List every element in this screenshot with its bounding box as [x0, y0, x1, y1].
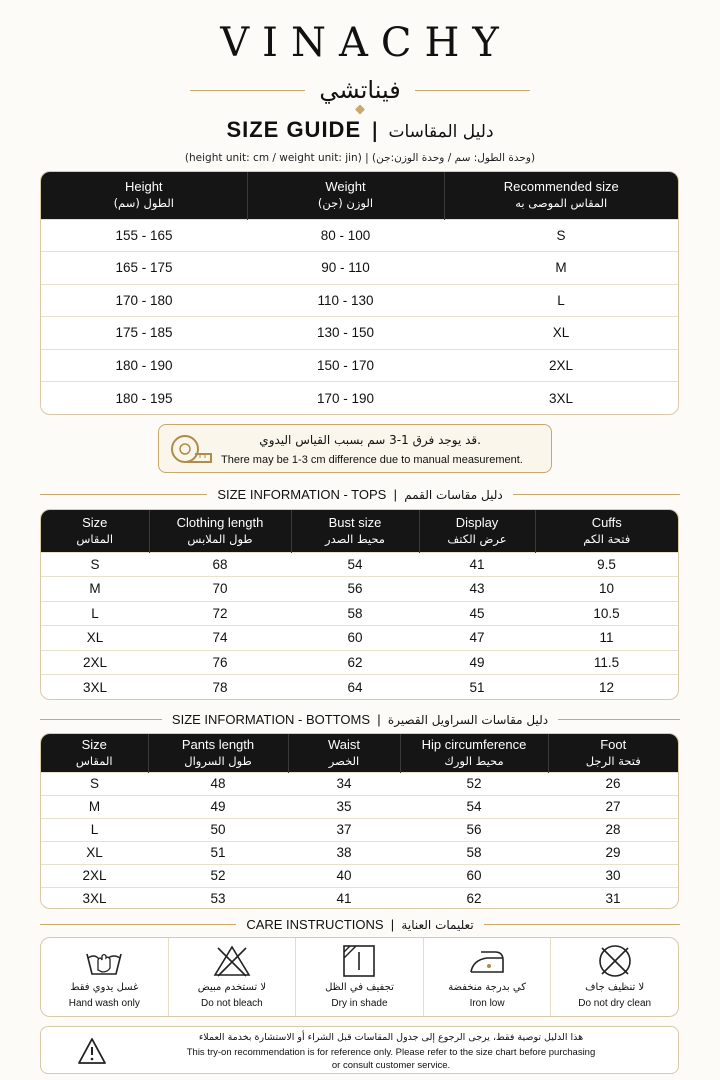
care-label-arabic: لا تستخدم مبيض — [197, 982, 267, 993]
no-dry-clean-icon — [595, 944, 635, 978]
brand-name: VINACHY — [220, 20, 512, 66]
table-cell: 26 — [548, 772, 678, 795]
table-row — [41, 252, 678, 285]
table-cell: L — [41, 818, 148, 841]
header-english: Bust size — [328, 514, 382, 530]
table-cell: 170 - 190 — [247, 382, 444, 415]
header-arabic: فتحة الرجل — [585, 753, 641, 768]
care-label-arabic: غسل يدوي فقط — [70, 982, 139, 993]
divider — [40, 719, 162, 720]
table-cell: 60 — [291, 626, 419, 651]
tops-heading-english: SIZE INFORMATION - TOPS — [217, 486, 387, 502]
table-cell: 3XL — [41, 887, 148, 909]
table-cell: 34 — [288, 772, 400, 795]
bottoms-section-heading — [40, 709, 680, 729]
care-heading-separator: | — [390, 916, 395, 932]
table-cell: M — [41, 577, 149, 602]
tops-section-heading — [40, 484, 680, 504]
units-note: (height unit: cm / weight unit: jin) | (وحدة الطول: سم / وحدة الوزن:جن) — [184, 152, 536, 164]
table-cell: 64 — [291, 675, 419, 700]
table-cell: 45 — [419, 601, 535, 626]
header-english: Foot — [600, 736, 627, 752]
disclaimer-footer — [40, 1026, 679, 1074]
table-row — [41, 887, 678, 909]
care-label-english: Do not bleach — [201, 998, 263, 1009]
column-header — [548, 734, 678, 772]
dry-in-shade-icon — [339, 944, 379, 978]
table-cell: 54 — [400, 795, 548, 818]
header-english: Size — [81, 736, 107, 752]
divider — [513, 494, 680, 495]
table-cell: 180 - 195 — [41, 382, 247, 415]
table-row — [41, 841, 678, 864]
header-arabic: طول السروال — [184, 753, 252, 768]
header-arabic: المقاس — [75, 753, 113, 768]
header-english: Hip circumference — [421, 736, 527, 752]
header-english: Size — [82, 514, 108, 530]
table-cell: 47 — [419, 626, 535, 651]
table-cell: 43 — [419, 577, 535, 602]
header-arabic: محيط الورك — [444, 753, 504, 768]
disclaimer-english-line-2: or consult customer service. — [331, 1060, 451, 1071]
column-header — [419, 510, 535, 552]
care-label-arabic: تجفيف في الظل — [325, 982, 394, 993]
tape-measure-icon — [169, 432, 213, 466]
table-row — [41, 795, 678, 818]
warning-icon — [77, 1037, 107, 1065]
table-cell: 35 — [288, 795, 400, 818]
care-heading-arabic: تعليمات العناية — [401, 917, 474, 932]
care-label-english: Dry in shade — [331, 998, 388, 1009]
divider — [40, 494, 207, 495]
table-cell: 30 — [548, 864, 678, 887]
table-cell: 90 - 110 — [247, 252, 444, 285]
table-cell: 48 — [148, 772, 288, 795]
table-cell: 60 — [400, 864, 548, 887]
table-row — [41, 349, 678, 382]
table-cell: 70 — [149, 577, 291, 602]
table-row — [41, 675, 678, 700]
care-item-hand-wash — [41, 938, 169, 1016]
table-cell: 62 — [291, 650, 419, 675]
care-label-english: Iron low — [469, 998, 505, 1009]
table-cell: 62 — [400, 887, 548, 909]
table-cell: 51 — [419, 675, 535, 700]
title-english: SIZE GUIDE — [226, 117, 362, 142]
column-header — [247, 172, 444, 219]
table-row — [41, 317, 678, 350]
header-english: Pants length — [181, 736, 255, 752]
table-cell: 180 - 190 — [41, 349, 247, 382]
table-cell: 58 — [291, 601, 419, 626]
table-cell: 165 - 175 — [41, 252, 247, 285]
table-cell: XL — [41, 841, 148, 864]
table-row — [41, 284, 678, 317]
title-arabic: دليل المقاسات — [388, 122, 494, 142]
divider — [40, 924, 236, 925]
header-arabic: الوزن (جن) — [317, 196, 374, 211]
table-cell: 3XL — [444, 382, 678, 415]
table-row — [41, 650, 678, 675]
measurement-note — [158, 424, 552, 473]
header-arabic: المقاس — [76, 531, 114, 546]
table-cell: 56 — [400, 818, 548, 841]
tops-heading-separator: | — [393, 486, 397, 502]
brand-name-arabic: فيناتشي — [305, 76, 414, 104]
note-english: There may be 1-3 cm difference due to manual measurement. — [221, 454, 523, 466]
table-row — [41, 626, 678, 651]
table-cell: 2XL — [41, 864, 148, 887]
tops-heading-arabic: دليل مقاسات القمم — [404, 487, 503, 502]
header-arabic: محيط الصدر — [325, 531, 385, 546]
table-cell: 58 — [400, 841, 548, 864]
tops-size-table — [40, 509, 679, 700]
column-header — [291, 510, 419, 552]
table-cell: 12 — [535, 675, 678, 700]
column-header — [288, 734, 400, 772]
care-item-dry-shade — [296, 938, 424, 1016]
table-row — [41, 864, 678, 887]
care-item-iron-low — [424, 938, 552, 1016]
column-header — [149, 510, 291, 552]
table-cell: XL — [41, 626, 149, 651]
table-row — [41, 772, 678, 795]
table-cell: 51 — [148, 841, 288, 864]
table-cell: XL — [444, 317, 678, 350]
header-arabic: المقاس الموصى به — [515, 196, 608, 211]
table-cell: 2XL — [41, 650, 149, 675]
table-cell: 11 — [535, 626, 678, 651]
header-english: Display — [455, 514, 499, 530]
disclaimer-arabic: هذا الدليل توصية فقط، يرجى الرجوع إلى جدول المقاسات قبل الشراء أو الاستشارة بخدمة العملاء — [198, 1032, 584, 1043]
column-header — [41, 734, 148, 772]
header-english: Clothing length — [176, 514, 264, 530]
table-cell: 49 — [148, 795, 288, 818]
header-english: Cuffs — [591, 514, 622, 530]
care-instructions — [40, 937, 679, 1017]
header-english: Waist — [327, 736, 361, 752]
page-title — [0, 117, 720, 143]
bottoms-heading-separator: | — [377, 711, 381, 727]
care-label-arabic: كي بدرجة منخفضة — [448, 982, 526, 993]
table-row — [41, 219, 678, 252]
table-cell: 72 — [149, 601, 291, 626]
table-cell: 50 — [148, 818, 288, 841]
table-cell: 130 - 150 — [247, 317, 444, 350]
brand-arabic-row — [190, 72, 530, 108]
disclaimer-english-line-1: This try-on recommendation is for reference only. Please refer to the size chart before purchasing — [186, 1047, 596, 1058]
care-label-english: Hand wash only — [68, 998, 140, 1009]
header-arabic: طول الملابس — [187, 531, 253, 546]
table-cell: M — [444, 252, 678, 285]
table-cell: 31 — [548, 887, 678, 909]
table-cell: 170 - 180 — [41, 284, 247, 317]
table-cell: 29 — [548, 841, 678, 864]
table-cell: 9.5 — [535, 552, 678, 577]
table-cell: 76 — [149, 650, 291, 675]
table-cell: M — [41, 795, 148, 818]
column-header — [535, 510, 678, 552]
bottoms-heading-english: SIZE INFORMATION - BOTTOMS — [171, 711, 371, 727]
table-cell: 10.5 — [535, 601, 678, 626]
table-cell: 49 — [419, 650, 535, 675]
table-cell: 37 — [288, 818, 400, 841]
table-cell: 40 — [288, 864, 400, 887]
table-cell: 28 — [548, 818, 678, 841]
diamond-ornament-icon — [355, 105, 365, 115]
hand-wash-icon — [84, 944, 124, 978]
care-section-heading — [40, 914, 680, 934]
divider — [484, 924, 680, 925]
recommended-size-table — [40, 171, 679, 415]
table-cell: 10 — [535, 577, 678, 602]
care-heading-english: CARE INSTRUCTIONS — [246, 916, 384, 932]
table-cell: 38 — [288, 841, 400, 864]
divider — [415, 90, 530, 91]
column-header — [148, 734, 288, 772]
bottoms-size-table — [40, 733, 679, 909]
header-arabic: الطول (سم) — [113, 196, 174, 211]
table-cell: 52 — [400, 772, 548, 795]
table-cell: 3XL — [41, 675, 149, 700]
table-cell: S — [41, 552, 149, 577]
table-cell: 52 — [148, 864, 288, 887]
table-row — [41, 382, 678, 415]
care-label-arabic: لا تنظيف جاف — [585, 982, 645, 993]
table-cell: 155 - 165 — [41, 219, 247, 252]
table-cell: 56 — [291, 577, 419, 602]
table-cell: 2XL — [444, 349, 678, 382]
table-cell: 41 — [419, 552, 535, 577]
table-cell: 110 - 130 — [247, 284, 444, 317]
care-item-no-bleach — [169, 938, 297, 1016]
table-cell: 80 - 100 — [247, 219, 444, 252]
table-row — [41, 577, 678, 602]
divider — [190, 90, 305, 91]
bottoms-heading-arabic: دليل مقاسات السراويل القصيرة — [387, 712, 549, 727]
table-cell: 150 - 170 — [247, 349, 444, 382]
table-row — [41, 818, 678, 841]
table-cell: 68 — [149, 552, 291, 577]
header-english: Recommended size — [503, 179, 619, 195]
table-cell: S — [444, 219, 678, 252]
table-cell: L — [444, 284, 678, 317]
care-item-no-dry-clean — [551, 938, 678, 1016]
care-label-english: Do not dry clean — [578, 998, 652, 1009]
table-cell: 27 — [548, 795, 678, 818]
table-cell: 78 — [149, 675, 291, 700]
table-cell: S — [41, 772, 148, 795]
header-arabic: فتحة الكم — [583, 531, 631, 546]
column-header — [400, 734, 548, 772]
table-cell: 41 — [288, 887, 400, 909]
table-cell: 175 - 185 — [41, 317, 247, 350]
note-arabic: قد يوجد فرق 1-3 سم بسبب القياس اليدوي. — [259, 433, 481, 447]
header-english: Weight — [325, 179, 366, 195]
title-separator: | — [371, 118, 379, 142]
column-header — [41, 172, 247, 219]
column-header — [41, 510, 149, 552]
table-cell: 53 — [148, 887, 288, 909]
column-header — [444, 172, 678, 219]
table-cell: 11.5 — [535, 650, 678, 675]
iron-low-icon — [467, 944, 507, 978]
table-cell: 74 — [149, 626, 291, 651]
no-bleach-icon — [212, 944, 252, 978]
table-cell: 54 — [291, 552, 419, 577]
header-english: Height — [124, 179, 163, 195]
header-arabic: عرض الكتف — [447, 531, 507, 546]
divider — [558, 719, 680, 720]
disclaimer-english — [131, 1046, 651, 1072]
table-row — [41, 601, 678, 626]
table-row — [41, 552, 678, 577]
header-arabic: الخصر — [328, 753, 360, 768]
table-cell: L — [41, 601, 149, 626]
